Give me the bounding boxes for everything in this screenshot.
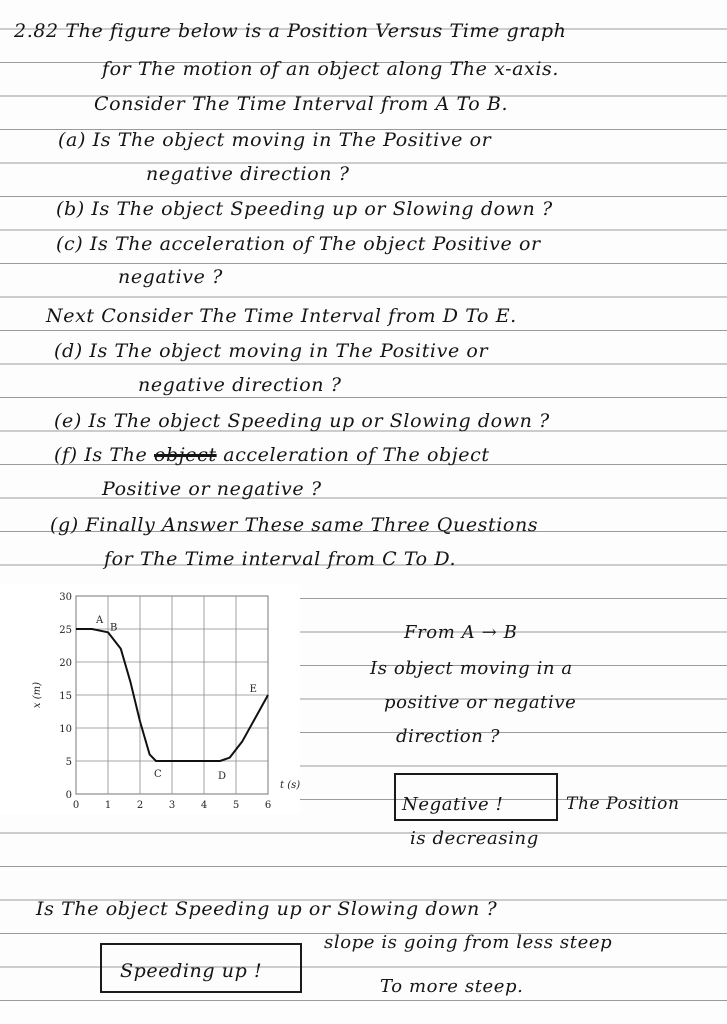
- y-axis-label: x (m): [32, 681, 43, 709]
- question-f-struck-word: object: [154, 444, 217, 466]
- point-label: B: [110, 622, 118, 634]
- problem-line-2: for The motion of an object along The x-axis.: [102, 58, 560, 80]
- x-tick-label: 3: [168, 800, 176, 811]
- x-axis-label: t (s): [280, 780, 300, 791]
- next-interval-line: Next Consider The Time Interval from D To E.: [46, 305, 517, 327]
- problem-line-1: 2.82 The figure below is a Position Versus Time graph: [14, 20, 567, 42]
- y-tick-label: 30: [59, 592, 72, 603]
- y-tick-label: 25: [59, 625, 72, 636]
- answer-b: Speeding up !: [120, 960, 263, 982]
- solution-heading: From A → B: [404, 622, 518, 643]
- reason-b-line-1: slope is going from less steep: [324, 932, 613, 953]
- y-tick-label: 5: [65, 757, 72, 768]
- question-g-line-2: for The Time interval from C To D.: [104, 548, 457, 570]
- reason-a-line-1: The Position: [566, 794, 680, 814]
- question-f-prefix: (f) Is The: [54, 444, 148, 466]
- question-g-line-1: (g) Finally Answer These same Three Questions: [50, 514, 539, 536]
- reason-a-line-2: is decreasing: [410, 828, 539, 849]
- question-d-line-1: (d) Is The object moving in The Positive or: [54, 340, 489, 362]
- point-label: C: [154, 769, 162, 780]
- question-c-line-1: (c) Is The acceleration of The object Positive or: [56, 233, 541, 255]
- solution-question-b: Is The object Speeding up or Slowing down ?: [36, 898, 498, 920]
- x-tick-label: 0: [72, 800, 80, 811]
- question-a-line-2: negative direction ?: [146, 163, 350, 185]
- question-c-line-2: negative ?: [118, 266, 223, 288]
- y-tick-label: 0: [65, 790, 72, 801]
- question-a-line-1: (a) Is The object moving in The Positive or: [58, 129, 492, 151]
- question-f-line-2: Positive or negative ?: [102, 478, 322, 500]
- solution-question-line-2: positive or negative: [384, 692, 577, 713]
- y-tick-label: 15: [59, 691, 72, 702]
- x-tick-label: 5: [232, 800, 240, 811]
- question-f-line-1: [54, 446, 490, 465]
- x-tick-label: 2: [136, 800, 144, 811]
- point-label: A: [96, 615, 104, 626]
- position-time-graph: [0, 584, 300, 814]
- x-tick-label: 1: [104, 800, 112, 811]
- question-b: (b) Is The object Speeding up or Slowing down ?: [56, 198, 553, 220]
- y-tick-label: 20: [59, 658, 72, 669]
- solution-question-line-1: Is object moving in a: [370, 658, 573, 679]
- question-e: (e) Is The object Speeding up or Slowing down ?: [54, 410, 550, 432]
- x-tick-label: 6: [264, 800, 272, 811]
- x-tick-label: 4: [200, 800, 208, 811]
- point-label: D: [218, 771, 227, 782]
- solution-question-line-3: direction ?: [396, 726, 501, 747]
- y-tick-label: 10: [59, 724, 72, 735]
- point-label: E: [249, 684, 257, 696]
- question-d-line-2: negative direction ?: [138, 374, 342, 396]
- reason-b-line-2: To more steep.: [380, 976, 524, 997]
- answer-a: Negative !: [402, 794, 504, 815]
- position-time-graph-svg: [0, 584, 300, 814]
- problem-line-3: Consider The Time Interval from A To B.: [94, 93, 509, 115]
- question-f-suffix: acceleration of The object: [223, 444, 490, 466]
